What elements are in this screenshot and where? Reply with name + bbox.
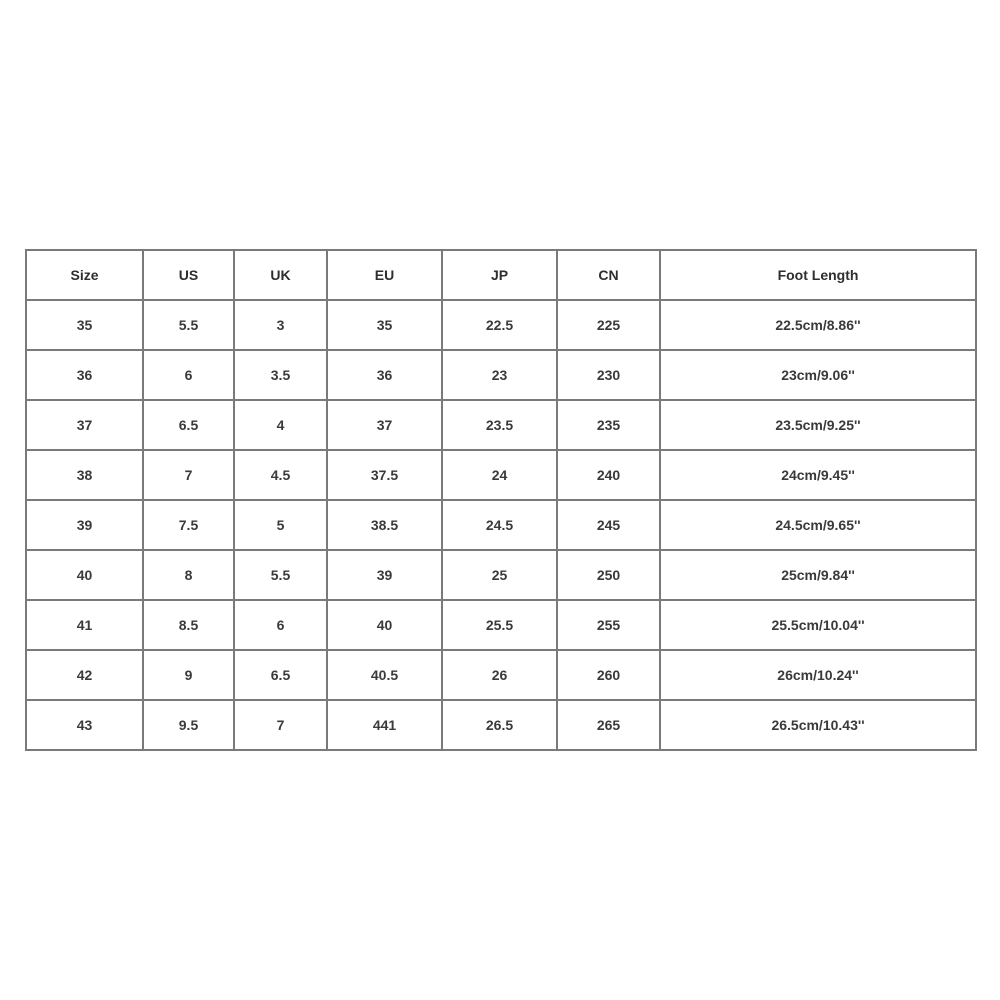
- cell-uk: 6: [234, 600, 327, 650]
- table-row: [26, 700, 976, 750]
- table-row: [26, 650, 976, 700]
- cell-jp: 24.5: [442, 500, 557, 550]
- cell-uk: 7: [234, 700, 327, 750]
- cell-jp: 24: [442, 450, 557, 500]
- size-chart-table: [25, 249, 977, 751]
- table-row: [26, 600, 976, 650]
- table-row: [26, 450, 976, 500]
- cell-foot-length: 22.5cm/8.86'': [660, 300, 976, 350]
- cell-eu: 36: [327, 350, 442, 400]
- cell-eu: 40: [327, 600, 442, 650]
- header-foot-length: Foot Length: [660, 250, 976, 300]
- cell-foot-length: 24cm/9.45'': [660, 450, 976, 500]
- header-cn: CN: [557, 250, 660, 300]
- header-jp: JP: [442, 250, 557, 300]
- cell-cn: 240: [557, 450, 660, 500]
- cell-jp: 22.5: [442, 300, 557, 350]
- cell-uk: 5.5: [234, 550, 327, 600]
- table-header: [26, 250, 976, 300]
- cell-eu: 40.5: [327, 650, 442, 700]
- cell-uk: 6.5: [234, 650, 327, 700]
- cell-eu: 35: [327, 300, 442, 350]
- header-us: US: [143, 250, 234, 300]
- header-size: Size: [26, 250, 143, 300]
- cell-us: 9: [143, 650, 234, 700]
- cell-foot-length: 26.5cm/10.43'': [660, 700, 976, 750]
- table-row: [26, 400, 976, 450]
- cell-us: 9.5: [143, 700, 234, 750]
- cell-eu: 37: [327, 400, 442, 450]
- cell-cn: 230: [557, 350, 660, 400]
- cell-cn: 260: [557, 650, 660, 700]
- cell-foot-length: 23cm/9.06'': [660, 350, 976, 400]
- cell-size: 38: [26, 450, 143, 500]
- cell-cn: 255: [557, 600, 660, 650]
- table-row: [26, 500, 976, 550]
- cell-cn: 265: [557, 700, 660, 750]
- cell-size: 35: [26, 300, 143, 350]
- cell-jp: 23.5: [442, 400, 557, 450]
- cell-cn: 245: [557, 500, 660, 550]
- cell-eu: 37.5: [327, 450, 442, 500]
- cell-size: 43: [26, 700, 143, 750]
- cell-jp: 25: [442, 550, 557, 600]
- cell-size: 36: [26, 350, 143, 400]
- cell-eu: 441: [327, 700, 442, 750]
- table-row: [26, 300, 976, 350]
- cell-cn: 225: [557, 300, 660, 350]
- cell-size: 37: [26, 400, 143, 450]
- cell-size: 40: [26, 550, 143, 600]
- table-row: [26, 550, 976, 600]
- cell-us: 6: [143, 350, 234, 400]
- cell-foot-length: 23.5cm/9.25'': [660, 400, 976, 450]
- cell-jp: 23: [442, 350, 557, 400]
- cell-size: 39: [26, 500, 143, 550]
- cell-us: 7.5: [143, 500, 234, 550]
- cell-eu: 38.5: [327, 500, 442, 550]
- cell-uk: 3.5: [234, 350, 327, 400]
- cell-us: 7: [143, 450, 234, 500]
- cell-us: 6.5: [143, 400, 234, 450]
- cell-size: 42: [26, 650, 143, 700]
- cell-uk: 3: [234, 300, 327, 350]
- cell-us: 8.5: [143, 600, 234, 650]
- cell-us: 8: [143, 550, 234, 600]
- cell-cn: 250: [557, 550, 660, 600]
- cell-foot-length: 25.5cm/10.04'': [660, 600, 976, 650]
- cell-jp: 25.5: [442, 600, 557, 650]
- cell-foot-length: 24.5cm/9.65'': [660, 500, 976, 550]
- table-body: [26, 300, 976, 750]
- table-row: [26, 350, 976, 400]
- cell-size: 41: [26, 600, 143, 650]
- cell-cn: 235: [557, 400, 660, 450]
- cell-uk: 4: [234, 400, 327, 450]
- header-eu: EU: [327, 250, 442, 300]
- cell-uk: 4.5: [234, 450, 327, 500]
- cell-foot-length: 26cm/10.24'': [660, 650, 976, 700]
- cell-eu: 39: [327, 550, 442, 600]
- header-uk: UK: [234, 250, 327, 300]
- cell-uk: 5: [234, 500, 327, 550]
- cell-jp: 26.5: [442, 700, 557, 750]
- cell-foot-length: 25cm/9.84'': [660, 550, 976, 600]
- cell-jp: 26: [442, 650, 557, 700]
- header-row: [26, 250, 976, 300]
- cell-us: 5.5: [143, 300, 234, 350]
